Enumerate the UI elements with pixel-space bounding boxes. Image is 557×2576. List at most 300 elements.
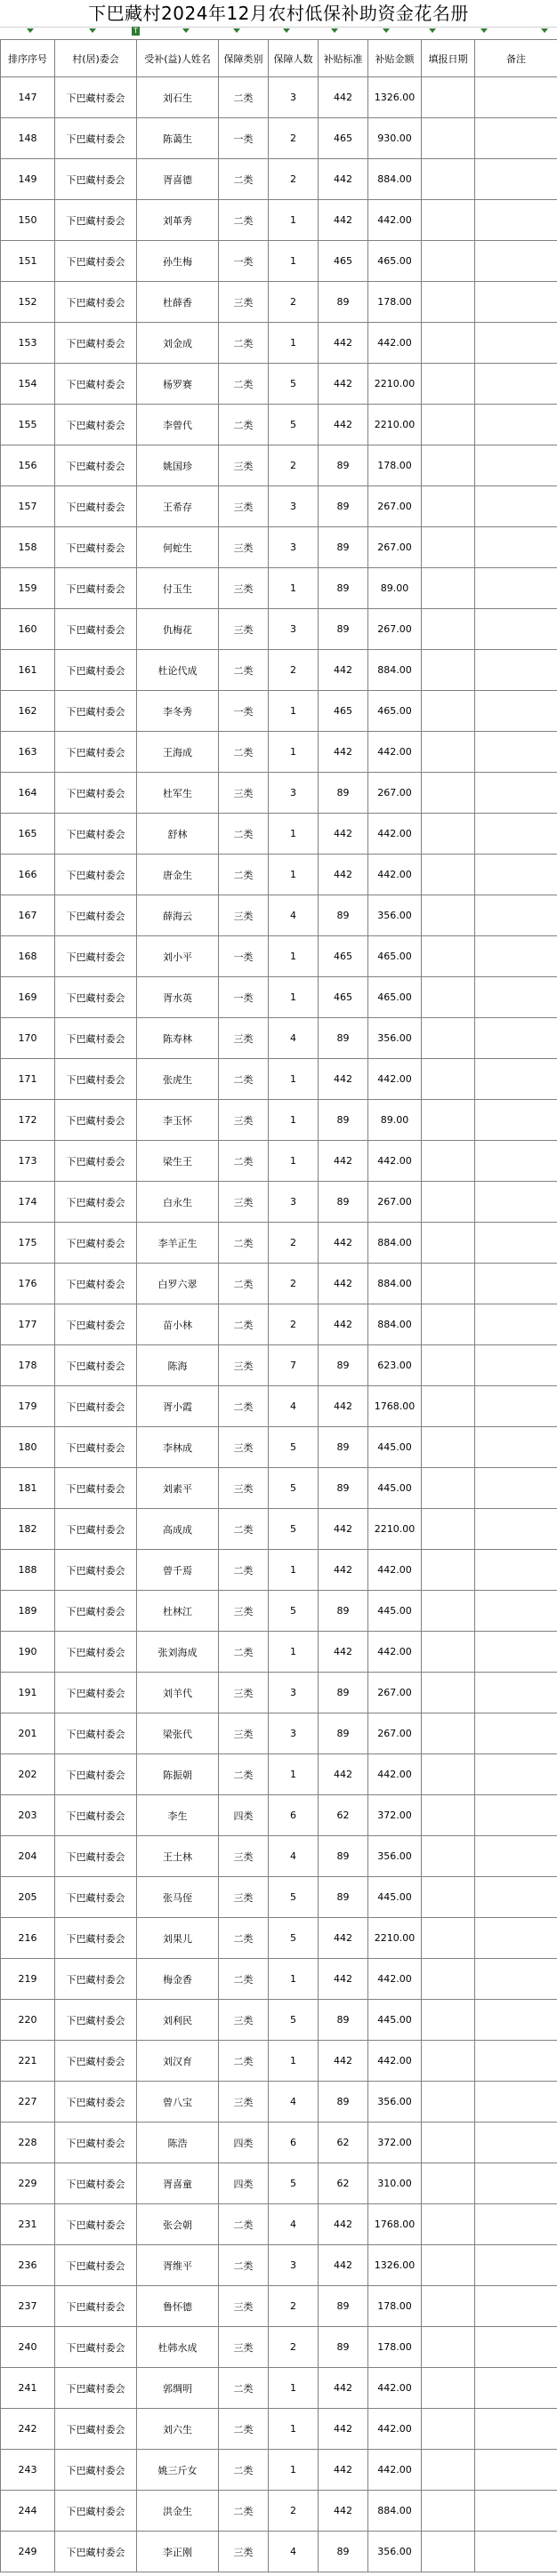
cell-remark[interactable]	[475, 1918, 557, 1959]
cell-amount[interactable]: 2210.00	[368, 405, 422, 445]
cell-committee[interactable]: 下巴藏村委会	[55, 1877, 137, 1918]
cell-category[interactable]: 二类	[219, 1550, 269, 1591]
cell-remark[interactable]	[475, 1141, 557, 1182]
cell-date[interactable]	[422, 77, 475, 118]
cell-amount[interactable]: 445.00	[368, 2000, 422, 2041]
cell-remark[interactable]	[475, 2286, 557, 2327]
cell-seq[interactable]: 159	[1, 568, 55, 609]
cell-category[interactable]: 三类	[219, 1182, 269, 1223]
cell-count[interactable]: 3	[269, 1182, 319, 1223]
cell-committee[interactable]: 下巴藏村委会	[55, 1018, 137, 1059]
cell-standard[interactable]: 442	[319, 1959, 368, 2000]
cell-remark[interactable]	[475, 936, 557, 977]
cell-count[interactable]: 2	[269, 2327, 319, 2368]
cell-amount[interactable]: 267.00	[368, 773, 422, 814]
cell-recipient[interactable]: 刘素平	[137, 1468, 219, 1509]
cell-remark[interactable]	[475, 2368, 557, 2409]
cell-committee[interactable]: 下巴藏村委会	[55, 445, 137, 486]
cell-remark[interactable]	[475, 364, 557, 405]
cell-remark[interactable]	[475, 1836, 557, 1877]
cell-amount[interactable]: 267.00	[368, 1182, 422, 1223]
cell-count[interactable]: 5	[269, 1427, 319, 1468]
cell-amount[interactable]: 1326.00	[368, 77, 422, 118]
cell-recipient[interactable]: 陈海	[137, 1345, 219, 1386]
cell-standard[interactable]: 442	[319, 814, 368, 855]
cell-committee[interactable]: 下巴藏村委会	[55, 77, 137, 118]
table-row[interactable]	[1, 2000, 557, 2041]
cell-standard[interactable]: 89	[319, 895, 368, 936]
cell-count[interactable]: 3	[269, 1673, 319, 1713]
header-cell-recipient[interactable]: 受补(益)人姓名	[137, 40, 219, 77]
cell-category[interactable]: 三类	[219, 2082, 269, 2123]
cell-seq[interactable]: 160	[1, 609, 55, 650]
cell-standard[interactable]: 89	[319, 1591, 368, 1632]
cell-standard[interactable]: 442	[319, 650, 368, 691]
table-row[interactable]	[1, 1018, 557, 1059]
table-row[interactable]	[1, 1264, 557, 1304]
cell-count[interactable]: 1	[269, 1959, 319, 2000]
cell-standard[interactable]: 89	[319, 1182, 368, 1223]
cell-count[interactable]: 4	[269, 2204, 319, 2245]
cell-category[interactable]: 二类	[219, 1632, 269, 1673]
cell-seq[interactable]: 188	[1, 1550, 55, 1591]
cell-recipient[interactable]: 陈寿林	[137, 1018, 219, 1059]
cell-count[interactable]: 4	[269, 2082, 319, 2123]
cell-committee[interactable]: 下巴藏村委会	[55, 1304, 137, 1345]
cell-category[interactable]: 二类	[219, 2204, 269, 2245]
cell-date[interactable]	[422, 2082, 475, 2123]
table-row[interactable]	[1, 1141, 557, 1182]
cell-count[interactable]: 2	[269, 650, 319, 691]
cell-date[interactable]	[422, 732, 475, 773]
filter-dropdown-icon[interactable]	[541, 28, 548, 33]
cell-recipient[interactable]: 白永生	[137, 1182, 219, 1223]
cell-recipient[interactable]: 张刘海成	[137, 1632, 219, 1673]
cell-count[interactable]: 5	[269, 1877, 319, 1918]
cell-date[interactable]	[422, 895, 475, 936]
cell-standard[interactable]: 442	[319, 2041, 368, 2082]
cell-committee[interactable]: 下巴藏村委会	[55, 2409, 137, 2450]
cell-count[interactable]: 1	[269, 977, 319, 1018]
cell-date[interactable]	[422, 2163, 475, 2204]
cell-category[interactable]: 三类	[219, 1713, 269, 1754]
cell-remark[interactable]	[475, 609, 557, 650]
cell-committee[interactable]: 下巴藏村委会	[55, 773, 137, 814]
cell-amount[interactable]: 310.00	[368, 2163, 422, 2204]
cell-date[interactable]	[422, 855, 475, 895]
cell-date[interactable]	[422, 405, 475, 445]
cell-recipient[interactable]: 陈蔼生	[137, 118, 219, 159]
cell-seq[interactable]: 166	[1, 855, 55, 895]
cell-date[interactable]	[422, 118, 475, 159]
cell-date[interactable]	[422, 1223, 475, 1264]
cell-category[interactable]: 二类	[219, 814, 269, 855]
cell-count[interactable]: 1	[269, 2409, 319, 2450]
cell-date[interactable]	[422, 1100, 475, 1141]
cell-committee[interactable]: 下巴藏村委会	[55, 1795, 137, 1836]
cell-remark[interactable]	[475, 2163, 557, 2204]
filter-dropdown-icon[interactable]	[233, 28, 240, 33]
cell-recipient[interactable]: 苗小林	[137, 1304, 219, 1345]
cell-count[interactable]: 3	[269, 527, 319, 568]
cell-count[interactable]: 5	[269, 1509, 319, 1550]
cell-standard[interactable]: 89	[319, 2000, 368, 2041]
cell-amount[interactable]: 178.00	[368, 282, 422, 323]
cell-category[interactable]: 二类	[219, 1754, 269, 1795]
cell-recipient[interactable]: 刘小平	[137, 936, 219, 977]
cell-category[interactable]: 二类	[219, 1059, 269, 1100]
cell-committee[interactable]: 下巴藏村委会	[55, 1141, 137, 1182]
cell-category[interactable]: 二类	[219, 77, 269, 118]
cell-recipient[interactable]: 刘汉育	[137, 2041, 219, 2082]
cell-category[interactable]: 二类	[219, 1509, 269, 1550]
cell-date[interactable]	[422, 486, 475, 527]
cell-recipient[interactable]: 薛海云	[137, 895, 219, 936]
cell-standard[interactable]: 89	[319, 1018, 368, 1059]
cell-recipient[interactable]: 王土林	[137, 1836, 219, 1877]
cell-recipient[interactable]: 胥小霞	[137, 1386, 219, 1427]
cell-standard[interactable]: 442	[319, 1386, 368, 1427]
cell-committee[interactable]: 下巴藏村委会	[55, 2491, 137, 2532]
cell-date[interactable]	[422, 814, 475, 855]
cell-recipient[interactable]: 郭绸明	[137, 2368, 219, 2409]
table-row[interactable]	[1, 2327, 557, 2368]
cell-seq[interactable]: 148	[1, 118, 55, 159]
cell-count[interactable]: 2	[269, 1223, 319, 1264]
cell-count[interactable]: 3	[269, 609, 319, 650]
cell-standard[interactable]: 442	[319, 2204, 368, 2245]
cell-category[interactable]: 三类	[219, 1673, 269, 1713]
cell-committee[interactable]: 下巴藏村委会	[55, 1223, 137, 1264]
cell-count[interactable]: 1	[269, 1100, 319, 1141]
cell-count[interactable]: 1	[269, 2450, 319, 2491]
cell-date[interactable]	[422, 323, 475, 364]
table-row[interactable]	[1, 2491, 557, 2532]
cell-recipient[interactable]: 仇梅花	[137, 609, 219, 650]
cell-seq[interactable]: 152	[1, 282, 55, 323]
cell-date[interactable]	[422, 2409, 475, 2450]
table-row[interactable]	[1, 609, 557, 650]
cell-committee[interactable]: 下巴藏村委会	[55, 1059, 137, 1100]
cell-standard[interactable]: 89	[319, 527, 368, 568]
cell-standard[interactable]: 465	[319, 977, 368, 1018]
cell-committee[interactable]: 下巴藏村委会	[55, 936, 137, 977]
cell-date[interactable]	[422, 1632, 475, 1673]
cell-count[interactable]: 4	[269, 1018, 319, 1059]
table-row[interactable]	[1, 1632, 557, 1673]
cell-committee[interactable]: 下巴藏村委会	[55, 732, 137, 773]
cell-count[interactable]: 5	[269, 2000, 319, 2041]
filter-dropdown-icon[interactable]	[182, 28, 190, 33]
header-cell-committee[interactable]: 村(居)委会	[55, 40, 137, 77]
cell-category[interactable]: 三类	[219, 282, 269, 323]
table-row[interactable]	[1, 977, 557, 1018]
cell-amount[interactable]: 442.00	[368, 2041, 422, 2082]
table-row[interactable]	[1, 241, 557, 282]
filter-dropdown-icon[interactable]	[429, 28, 436, 33]
cell-amount[interactable]: 2210.00	[368, 1918, 422, 1959]
cell-seq[interactable]: 157	[1, 486, 55, 527]
cell-amount[interactable]: 442.00	[368, 2450, 422, 2491]
table-row[interactable]	[1, 2041, 557, 2082]
cell-committee[interactable]: 下巴藏村委会	[55, 200, 137, 241]
cell-standard[interactable]: 442	[319, 855, 368, 895]
cell-committee[interactable]: 下巴藏村委会	[55, 1918, 137, 1959]
cell-remark[interactable]	[475, 1468, 557, 1509]
cell-recipient[interactable]: 唐金生	[137, 855, 219, 895]
cell-recipient[interactable]: 姚三斤女	[137, 2450, 219, 2491]
cell-date[interactable]	[422, 2286, 475, 2327]
cell-recipient[interactable]: 洪金生	[137, 2491, 219, 2532]
cell-amount[interactable]: 356.00	[368, 1836, 422, 1877]
cell-date[interactable]	[422, 1550, 475, 1591]
cell-amount[interactable]: 89.00	[368, 1100, 422, 1141]
table-row[interactable]	[1, 486, 557, 527]
table-row[interactable]	[1, 1386, 557, 1427]
cell-amount[interactable]: 442.00	[368, 2409, 422, 2450]
cell-amount[interactable]: 356.00	[368, 895, 422, 936]
cell-category[interactable]: 四类	[219, 2163, 269, 2204]
cell-date[interactable]	[422, 1386, 475, 1427]
cell-amount[interactable]: 267.00	[368, 527, 422, 568]
cell-committee[interactable]: 下巴藏村委会	[55, 2286, 137, 2327]
header-cell-amount[interactable]: 补贴金额	[368, 40, 422, 77]
cell-category[interactable]: 二类	[219, 2245, 269, 2286]
cell-standard[interactable]: 442	[319, 1264, 368, 1304]
cell-committee[interactable]: 下巴藏村委会	[55, 1959, 137, 2000]
cell-amount[interactable]: 372.00	[368, 2123, 422, 2163]
filter-dropdown-icon[interactable]	[89, 28, 96, 33]
cell-recipient[interactable]: 曾千焉	[137, 1550, 219, 1591]
cell-recipient[interactable]: 刘石生	[137, 77, 219, 118]
cell-seq[interactable]: 164	[1, 773, 55, 814]
cell-standard[interactable]: 442	[319, 1550, 368, 1591]
cell-committee[interactable]: 下巴藏村委会	[55, 486, 137, 527]
cell-standard[interactable]: 442	[319, 1223, 368, 1264]
cell-seq[interactable]: 147	[1, 77, 55, 118]
cell-count[interactable]: 2	[269, 118, 319, 159]
cell-remark[interactable]	[475, 1182, 557, 1223]
cell-recipient[interactable]: 白罗六翠	[137, 1264, 219, 1304]
cell-amount[interactable]: 356.00	[368, 2082, 422, 2123]
filter-dropdown-icon[interactable]	[283, 28, 290, 33]
cell-committee[interactable]: 下巴藏村委会	[55, 1754, 137, 1795]
cell-count[interactable]: 1	[269, 732, 319, 773]
cell-remark[interactable]	[475, 732, 557, 773]
table-row[interactable]	[1, 527, 557, 568]
cell-seq[interactable]: 181	[1, 1468, 55, 1509]
cell-recipient[interactable]: 王海成	[137, 732, 219, 773]
cell-standard[interactable]: 89	[319, 1100, 368, 1141]
cell-recipient[interactable]: 梁生王	[137, 1141, 219, 1182]
cell-seq[interactable]: 156	[1, 445, 55, 486]
cell-count[interactable]: 3	[269, 486, 319, 527]
cell-category[interactable]: 二类	[219, 200, 269, 241]
cell-count[interactable]: 4	[269, 1836, 319, 1877]
cell-committee[interactable]: 下巴藏村委会	[55, 1591, 137, 1632]
header-cell-standard[interactable]: 补贴标准	[319, 40, 368, 77]
cell-date[interactable]	[422, 1877, 475, 1918]
cell-recipient[interactable]: 张虎生	[137, 1059, 219, 1100]
cell-amount[interactable]: 465.00	[368, 691, 422, 732]
cell-committee[interactable]: 下巴藏村委会	[55, 1182, 137, 1223]
table-row[interactable]	[1, 2204, 557, 2245]
cell-standard[interactable]: 89	[319, 1345, 368, 1386]
cell-committee[interactable]: 下巴藏村委会	[55, 241, 137, 282]
cell-count[interactable]: 1	[269, 936, 319, 977]
cell-committee[interactable]: 下巴藏村委会	[55, 568, 137, 609]
table-row[interactable]	[1, 2082, 557, 2123]
header-cell-date[interactable]: 填报日期	[422, 40, 475, 77]
cell-standard[interactable]: 442	[319, 1509, 368, 1550]
cell-recipient[interactable]: 胥喜童	[137, 2163, 219, 2204]
table-row[interactable]	[1, 650, 557, 691]
cell-count[interactable]: 2	[269, 1264, 319, 1304]
cell-standard[interactable]: 89	[319, 282, 368, 323]
cell-amount[interactable]: 442.00	[368, 200, 422, 241]
table-row[interactable]	[1, 200, 557, 241]
table-row[interactable]	[1, 568, 557, 609]
cell-standard[interactable]: 89	[319, 2532, 368, 2572]
table-row[interactable]	[1, 1673, 557, 1713]
table-row[interactable]	[1, 282, 557, 323]
cell-committee[interactable]: 下巴藏村委会	[55, 2041, 137, 2082]
cell-count[interactable]: 3	[269, 77, 319, 118]
cell-remark[interactable]	[475, 1059, 557, 1100]
cell-recipient[interactable]: 刘六生	[137, 2409, 219, 2450]
cell-count[interactable]: 2	[269, 2286, 319, 2327]
cell-seq[interactable]: 237	[1, 2286, 55, 2327]
table-row[interactable]	[1, 118, 557, 159]
cell-category[interactable]: 三类	[219, 2000, 269, 2041]
table-row[interactable]	[1, 2286, 557, 2327]
cell-category[interactable]: 二类	[219, 855, 269, 895]
cell-remark[interactable]	[475, 1877, 557, 1918]
cell-category[interactable]: 三类	[219, 1100, 269, 1141]
cell-remark[interactable]	[475, 2000, 557, 2041]
cell-count[interactable]: 1	[269, 855, 319, 895]
cell-remark[interactable]	[475, 2245, 557, 2286]
cell-seq[interactable]: 219	[1, 1959, 55, 2000]
cell-recipient[interactable]: 舒林	[137, 814, 219, 855]
cell-recipient[interactable]: 高成成	[137, 1509, 219, 1550]
cell-date[interactable]	[422, 2000, 475, 2041]
cell-date[interactable]	[422, 691, 475, 732]
cell-date[interactable]	[422, 1673, 475, 1713]
cell-amount[interactable]: 445.00	[368, 1427, 422, 1468]
cell-count[interactable]: 5	[269, 1918, 319, 1959]
cell-remark[interactable]	[475, 323, 557, 364]
cell-date[interactable]	[422, 1018, 475, 1059]
cell-date[interactable]	[422, 1713, 475, 1754]
cell-date[interactable]	[422, 1836, 475, 1877]
cell-count[interactable]: 1	[269, 1059, 319, 1100]
table-row[interactable]	[1, 2409, 557, 2450]
table-row[interactable]	[1, 1468, 557, 1509]
cell-seq[interactable]: 205	[1, 1877, 55, 1918]
cell-date[interactable]	[422, 527, 475, 568]
cell-standard[interactable]: 442	[319, 1632, 368, 1673]
header-cell-seq[interactable]: 排序序号	[1, 40, 55, 77]
cell-count[interactable]: 5	[269, 2163, 319, 2204]
cell-remark[interactable]	[475, 2409, 557, 2450]
cell-remark[interactable]	[475, 773, 557, 814]
cell-amount[interactable]: 1768.00	[368, 1386, 422, 1427]
cell-category[interactable]: 三类	[219, 2532, 269, 2572]
cell-remark[interactable]	[475, 2491, 557, 2532]
cell-standard[interactable]: 89	[319, 609, 368, 650]
table-row[interactable]	[1, 1754, 557, 1795]
cell-date[interactable]	[422, 2327, 475, 2368]
cell-amount[interactable]: 442.00	[368, 323, 422, 364]
filter-dropdown-icon[interactable]	[480, 28, 488, 33]
cell-category[interactable]: 二类	[219, 2409, 269, 2450]
cell-date[interactable]	[422, 1509, 475, 1550]
cell-count[interactable]: 3	[269, 1713, 319, 1754]
cell-remark[interactable]	[475, 1591, 557, 1632]
cell-standard[interactable]: 442	[319, 323, 368, 364]
header-cell-category[interactable]: 保障类别	[219, 40, 269, 77]
cell-category[interactable]: 二类	[219, 1304, 269, 1345]
cell-seq[interactable]: 202	[1, 1754, 55, 1795]
cell-remark[interactable]	[475, 241, 557, 282]
cell-count[interactable]: 1	[269, 814, 319, 855]
table-row[interactable]	[1, 895, 557, 936]
cell-seq[interactable]: 178	[1, 1345, 55, 1386]
cell-date[interactable]	[422, 2204, 475, 2245]
cell-recipient[interactable]: 张会朝	[137, 2204, 219, 2245]
cell-remark[interactable]	[475, 2204, 557, 2245]
cell-recipient[interactable]: 曾八宝	[137, 2082, 219, 2123]
table-row[interactable]	[1, 1836, 557, 1877]
cell-remark[interactable]	[475, 1223, 557, 1264]
cell-standard[interactable]: 465	[319, 118, 368, 159]
cell-category[interactable]: 二类	[219, 405, 269, 445]
cell-standard[interactable]: 442	[319, 364, 368, 405]
cell-recipient[interactable]: 梁张代	[137, 1713, 219, 1754]
cell-count[interactable]: 7	[269, 1345, 319, 1386]
cell-amount[interactable]: 2210.00	[368, 1509, 422, 1550]
cell-seq[interactable]: 150	[1, 200, 55, 241]
cell-count[interactable]: 2	[269, 282, 319, 323]
cell-seq[interactable]: 151	[1, 241, 55, 282]
cell-category[interactable]: 四类	[219, 1795, 269, 1836]
cell-count[interactable]: 1	[269, 568, 319, 609]
cell-seq[interactable]: 240	[1, 2327, 55, 2368]
cell-remark[interactable]	[475, 2123, 557, 2163]
cell-remark[interactable]	[475, 2327, 557, 2368]
cell-remark[interactable]	[475, 1959, 557, 2000]
cell-committee[interactable]: 下巴藏村委会	[55, 1509, 137, 1550]
cell-date[interactable]	[422, 977, 475, 1018]
cell-amount[interactable]: 442.00	[368, 732, 422, 773]
cell-seq[interactable]: 175	[1, 1223, 55, 1264]
cell-seq[interactable]: 170	[1, 1018, 55, 1059]
cell-category[interactable]: 二类	[219, 732, 269, 773]
cell-amount[interactable]: 884.00	[368, 159, 422, 200]
cell-amount[interactable]: 884.00	[368, 2491, 422, 2532]
cell-count[interactable]: 1	[269, 1550, 319, 1591]
cell-count[interactable]: 2	[269, 159, 319, 200]
cell-standard[interactable]: 89	[319, 486, 368, 527]
cell-amount[interactable]: 89.00	[368, 568, 422, 609]
cell-committee[interactable]: 下巴藏村委会	[55, 814, 137, 855]
table-row[interactable]	[1, 77, 557, 118]
cell-seq[interactable]: 176	[1, 1264, 55, 1304]
cell-seq[interactable]: 227	[1, 2082, 55, 2123]
cell-remark[interactable]	[475, 895, 557, 936]
cell-standard[interactable]: 442	[319, 1304, 368, 1345]
